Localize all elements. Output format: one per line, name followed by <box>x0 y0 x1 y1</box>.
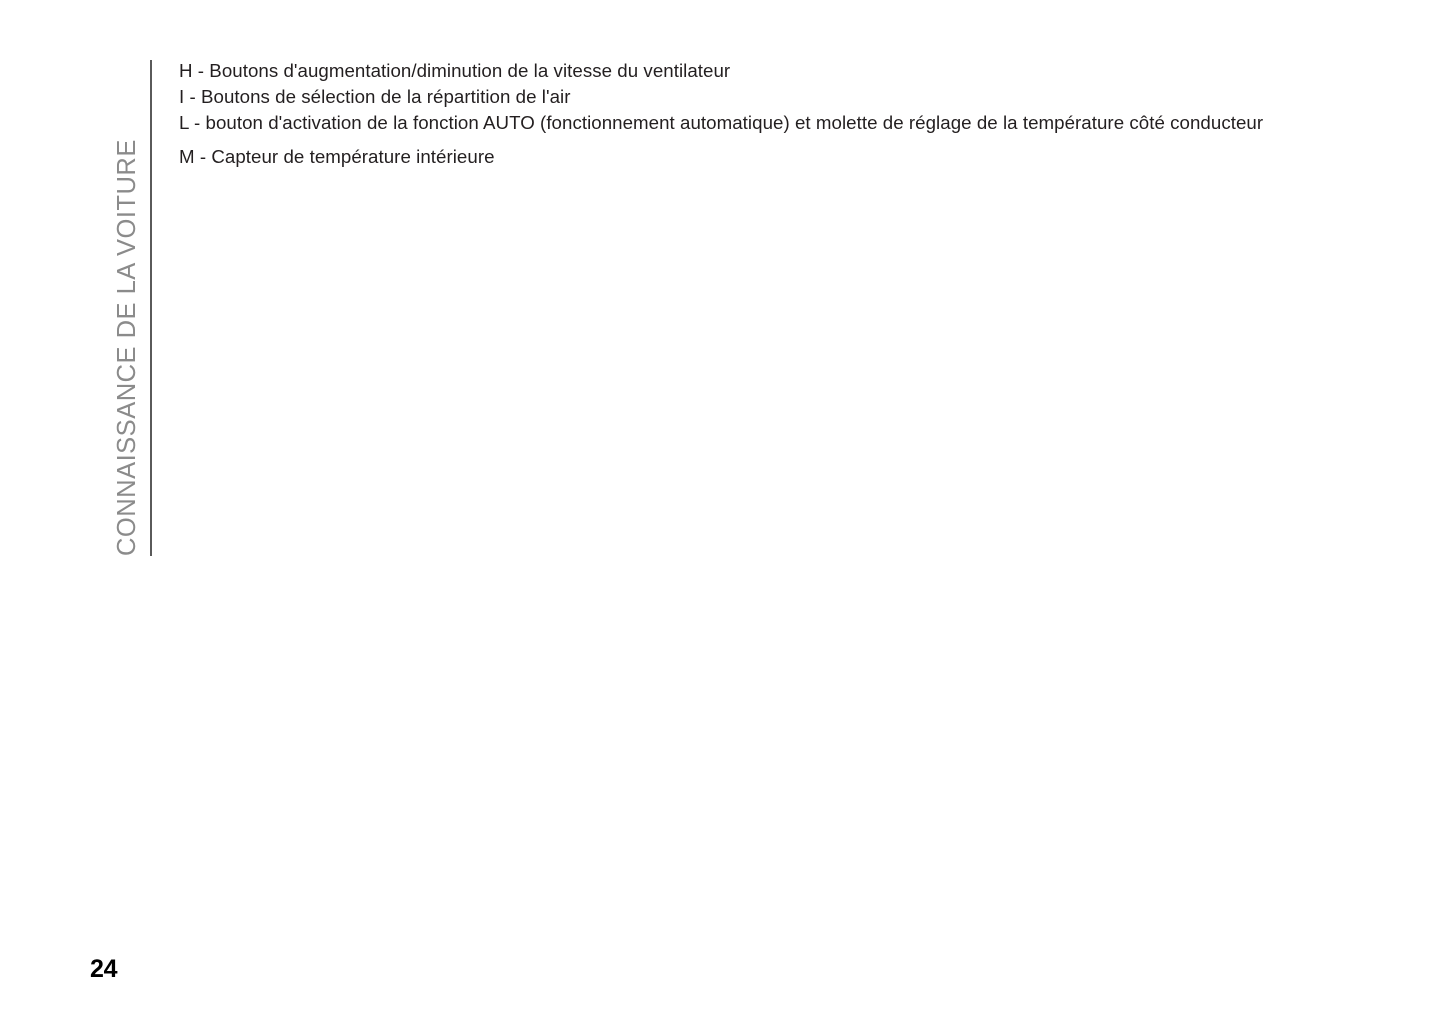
page-number: 24 <box>90 955 118 983</box>
legend-item-m: M - Capteur de température intérieure <box>179 145 495 167</box>
legend-item-i: I - Boutons de sélection de la répartition de l'air <box>179 86 571 108</box>
chapter-side-tab-label: CONNAISSANCE DE LA VOITURE <box>112 139 141 556</box>
chapter-side-tab <box>104 60 150 556</box>
legend-list <box>179 58 1299 170</box>
chapter-side-rule <box>150 60 152 556</box>
legend-item-h: H - Boutons d'augmentation/diminution de la vitesse du ventilateur <box>179 60 731 81</box>
legend-item-l: L - bouton d'activation de la fonction AUTO (fonctionnement automatique) et molette de réglage de la température côté conducteur <box>179 112 1264 134</box>
